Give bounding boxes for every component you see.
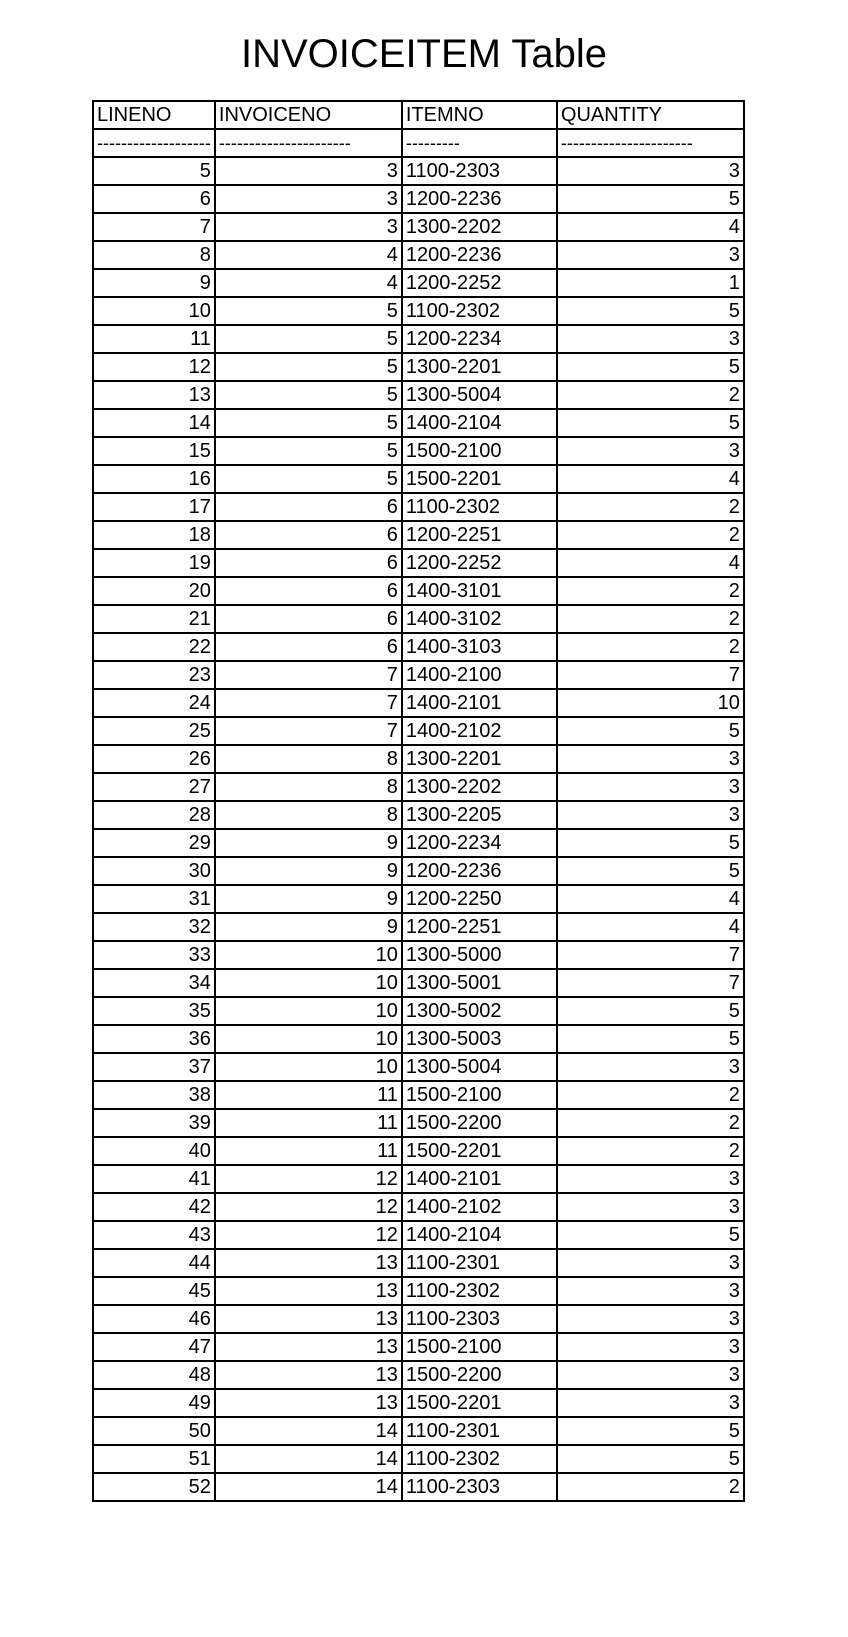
lineno-cell: 44 <box>93 1249 215 1277</box>
lineno-cell: 25 <box>93 717 215 745</box>
lineno-cell: 8 <box>93 241 215 269</box>
invoiceno-cell: 8 <box>215 745 402 773</box>
lineno-cell: 41 <box>93 1165 215 1193</box>
lineno-cell: 47 <box>93 1333 215 1361</box>
quantity-cell: 5 <box>557 297 744 325</box>
itemno-cell: 1500-2200 <box>402 1361 557 1389</box>
table-row <box>93 829 744 857</box>
itemno-cell: 1200-2251 <box>402 521 557 549</box>
lineno-cell: 36 <box>93 1025 215 1053</box>
lineno-cell: 40 <box>93 1137 215 1165</box>
invoiceno-cell: 13 <box>215 1333 402 1361</box>
column-header-invoiceno: INVOICENO <box>215 101 402 129</box>
invoiceno-cell: 8 <box>215 773 402 801</box>
invoiceno-cell: 5 <box>215 409 402 437</box>
itemno-cell: 1400-2101 <box>402 689 557 717</box>
invoiceno-cell: 12 <box>215 1165 402 1193</box>
lineno-cell: 23 <box>93 661 215 689</box>
itemno-cell: 1300-2201 <box>402 745 557 773</box>
quantity-cell: 4 <box>557 913 744 941</box>
table-row <box>93 1333 744 1361</box>
table-row <box>93 689 744 717</box>
lineno-cell: 50 <box>93 1417 215 1445</box>
invoiceno-cell: 7 <box>215 661 402 689</box>
lineno-cell: 51 <box>93 1445 215 1473</box>
invoiceno-cell: 13 <box>215 1249 402 1277</box>
separator-row <box>93 129 744 157</box>
table-body <box>93 101 744 1501</box>
invoiceno-cell: 13 <box>215 1305 402 1333</box>
itemno-cell: 1200-2252 <box>402 549 557 577</box>
itemno-cell: 1300-5004 <box>402 381 557 409</box>
table-row <box>93 605 744 633</box>
invoiceno-cell: 9 <box>215 885 402 913</box>
invoiceno-cell: 7 <box>215 717 402 745</box>
itemno-cell: 1200-2236 <box>402 241 557 269</box>
lineno-cell: 31 <box>93 885 215 913</box>
itemno-cell: 1500-2201 <box>402 1389 557 1417</box>
lineno-cell: 32 <box>93 913 215 941</box>
invoiceno-cell: 6 <box>215 633 402 661</box>
table-row <box>93 1221 744 1249</box>
itemno-cell: 1100-2302 <box>402 1445 557 1473</box>
lineno-cell: 20 <box>93 577 215 605</box>
invoiceno-cell: 13 <box>215 1389 402 1417</box>
quantity-cell: 3 <box>557 1333 744 1361</box>
quantity-cell: 3 <box>557 1193 744 1221</box>
invoiceno-cell: 10 <box>215 997 402 1025</box>
itemno-cell: 1400-3102 <box>402 605 557 633</box>
invoiceno-cell: 5 <box>215 325 402 353</box>
table-row <box>93 1277 744 1305</box>
lineno-cell: 17 <box>93 493 215 521</box>
itemno-cell: 1100-2302 <box>402 493 557 521</box>
table-row <box>93 1053 744 1081</box>
lineno-cell: 52 <box>93 1473 215 1501</box>
lineno-cell: 21 <box>93 605 215 633</box>
quantity-cell: 3 <box>557 1165 744 1193</box>
quantity-cell: 5 <box>557 185 744 213</box>
itemno-cell: 1100-2303 <box>402 1473 557 1501</box>
invoiceno-cell: 12 <box>215 1193 402 1221</box>
itemno-cell: 1200-2234 <box>402 325 557 353</box>
invoiceno-cell: 3 <box>215 213 402 241</box>
lineno-cell: 37 <box>93 1053 215 1081</box>
itemno-cell: 1400-3103 <box>402 633 557 661</box>
invoiceno-cell: 13 <box>215 1361 402 1389</box>
quantity-cell: 3 <box>557 241 744 269</box>
quantity-cell: 2 <box>557 1137 744 1165</box>
quantity-cell: 7 <box>557 969 744 997</box>
separator-lineno: ------------------- <box>93 129 215 157</box>
itemno-cell: 1200-2250 <box>402 885 557 913</box>
invoiceno-cell: 6 <box>215 493 402 521</box>
itemno-cell: 1100-2302 <box>402 297 557 325</box>
quantity-cell: 3 <box>557 1249 744 1277</box>
lineno-cell: 49 <box>93 1389 215 1417</box>
lineno-cell: 48 <box>93 1361 215 1389</box>
quantity-cell: 2 <box>557 1473 744 1501</box>
itemno-cell: 1100-2301 <box>402 1417 557 1445</box>
quantity-cell: 1 <box>557 269 744 297</box>
quantity-cell: 3 <box>557 1053 744 1081</box>
table-row <box>93 969 744 997</box>
quantity-cell: 5 <box>557 1221 744 1249</box>
quantity-cell: 2 <box>557 577 744 605</box>
quantity-cell: 4 <box>557 213 744 241</box>
table-row <box>93 1305 744 1333</box>
lineno-cell: 26 <box>93 745 215 773</box>
table-row <box>93 1081 744 1109</box>
table-row <box>93 997 744 1025</box>
lineno-cell: 22 <box>93 633 215 661</box>
lineno-cell: 28 <box>93 801 215 829</box>
table-row <box>93 409 744 437</box>
invoiceno-cell: 6 <box>215 577 402 605</box>
itemno-cell: 1400-2104 <box>402 1221 557 1249</box>
column-header-lineno: LINENO <box>93 101 215 129</box>
invoiceno-cell: 9 <box>215 857 402 885</box>
quantity-cell: 5 <box>557 353 744 381</box>
invoiceno-cell: 8 <box>215 801 402 829</box>
table-row <box>93 885 744 913</box>
table-row <box>93 717 744 745</box>
itemno-cell: 1300-5004 <box>402 1053 557 1081</box>
table-row <box>93 941 744 969</box>
itemno-cell: 1400-2101 <box>402 1165 557 1193</box>
table-row <box>93 773 744 801</box>
quantity-cell: 2 <box>557 605 744 633</box>
itemno-cell: 1100-2303 <box>402 1305 557 1333</box>
quantity-cell: 3 <box>557 157 744 185</box>
quantity-cell: 3 <box>557 745 744 773</box>
lineno-cell: 38 <box>93 1081 215 1109</box>
table-row <box>93 1389 744 1417</box>
quantity-cell: 3 <box>557 1389 744 1417</box>
column-header-itemno: ITEMNO <box>402 101 557 129</box>
lineno-cell: 16 <box>93 465 215 493</box>
table-row <box>93 1109 744 1137</box>
itemno-cell: 1300-2201 <box>402 353 557 381</box>
itemno-cell: 1200-2234 <box>402 829 557 857</box>
invoiceno-cell: 6 <box>215 521 402 549</box>
itemno-cell: 1200-2236 <box>402 185 557 213</box>
itemno-cell: 1200-2251 <box>402 913 557 941</box>
itemno-cell: 1500-2201 <box>402 1137 557 1165</box>
quantity-cell: 10 <box>557 689 744 717</box>
invoiceno-cell: 10 <box>215 941 402 969</box>
quantity-cell: 3 <box>557 437 744 465</box>
quantity-cell: 3 <box>557 773 744 801</box>
itemno-cell: 1300-5003 <box>402 1025 557 1053</box>
table-row <box>93 437 744 465</box>
table-row <box>93 325 744 353</box>
quantity-cell: 5 <box>557 997 744 1025</box>
table-row <box>93 1417 744 1445</box>
table-row <box>93 521 744 549</box>
lineno-cell: 45 <box>93 1277 215 1305</box>
quantity-cell: 2 <box>557 493 744 521</box>
quantity-cell: 3 <box>557 1361 744 1389</box>
invoiceno-cell: 5 <box>215 437 402 465</box>
quantity-cell: 3 <box>557 801 744 829</box>
itemno-cell: 1200-2252 <box>402 269 557 297</box>
table-row <box>93 493 744 521</box>
lineno-cell: 42 <box>93 1193 215 1221</box>
page-title: INVOICEITEM Table <box>240 32 608 76</box>
invoiceno-cell: 3 <box>215 157 402 185</box>
table-row <box>93 1473 744 1501</box>
itemno-cell: 1400-2104 <box>402 409 557 437</box>
quantity-cell: 2 <box>557 381 744 409</box>
itemno-cell: 1300-5000 <box>402 941 557 969</box>
lineno-cell: 5 <box>93 157 215 185</box>
itemno-cell: 1100-2301 <box>402 1249 557 1277</box>
table-row <box>93 549 744 577</box>
invoiceno-cell: 4 <box>215 269 402 297</box>
itemno-cell: 1100-2303 <box>402 157 557 185</box>
invoiceno-cell: 9 <box>215 829 402 857</box>
itemno-cell: 1300-5002 <box>402 997 557 1025</box>
table-row <box>93 353 744 381</box>
itemno-cell: 1500-2100 <box>402 1333 557 1361</box>
invoiceno-cell: 9 <box>215 913 402 941</box>
table-row <box>93 1445 744 1473</box>
column-header-quantity: QUANTITY <box>557 101 744 129</box>
table-row <box>93 157 744 185</box>
lineno-cell: 27 <box>93 773 215 801</box>
lineno-cell: 46 <box>93 1305 215 1333</box>
invoiceno-cell: 13 <box>215 1277 402 1305</box>
invoiceno-cell: 11 <box>215 1137 402 1165</box>
table-row <box>93 745 744 773</box>
invoiceitem-table <box>92 100 745 1502</box>
table-row <box>93 1193 744 1221</box>
quantity-cell: 5 <box>557 717 744 745</box>
invoiceno-cell: 6 <box>215 605 402 633</box>
table-row <box>93 661 744 689</box>
lineno-cell: 18 <box>93 521 215 549</box>
separator-quantity: ---------------------- <box>557 129 744 157</box>
quantity-cell: 4 <box>557 885 744 913</box>
lineno-cell: 10 <box>93 297 215 325</box>
quantity-cell: 5 <box>557 409 744 437</box>
invoiceno-cell: 5 <box>215 465 402 493</box>
invoiceno-cell: 14 <box>215 1445 402 1473</box>
invoiceno-cell: 6 <box>215 549 402 577</box>
itemno-cell: 1400-2100 <box>402 661 557 689</box>
quantity-cell: 2 <box>557 1109 744 1137</box>
table-row <box>93 465 744 493</box>
quantity-cell: 5 <box>557 857 744 885</box>
table-row <box>93 185 744 213</box>
quantity-cell: 4 <box>557 465 744 493</box>
invoiceno-cell: 5 <box>215 381 402 409</box>
quantity-cell: 7 <box>557 661 744 689</box>
header-row <box>93 101 744 129</box>
table-row <box>93 1025 744 1053</box>
table-row <box>93 1249 744 1277</box>
table-row <box>93 1137 744 1165</box>
quantity-cell: 5 <box>557 1417 744 1445</box>
table-row <box>93 577 744 605</box>
table-row <box>93 633 744 661</box>
itemno-cell: 1300-2205 <box>402 801 557 829</box>
lineno-cell: 34 <box>93 969 215 997</box>
table-row <box>93 857 744 885</box>
lineno-cell: 43 <box>93 1221 215 1249</box>
invoiceno-cell: 14 <box>215 1473 402 1501</box>
lineno-cell: 24 <box>93 689 215 717</box>
lineno-cell: 9 <box>93 269 215 297</box>
invoiceno-cell: 11 <box>215 1109 402 1137</box>
itemno-cell: 1300-2202 <box>402 773 557 801</box>
invoiceno-cell: 7 <box>215 689 402 717</box>
lineno-cell: 35 <box>93 997 215 1025</box>
lineno-cell: 12 <box>93 353 215 381</box>
quantity-cell: 3 <box>557 1277 744 1305</box>
quantity-cell: 2 <box>557 633 744 661</box>
table-row <box>93 297 744 325</box>
itemno-cell: 1400-2102 <box>402 717 557 745</box>
itemno-cell: 1200-2236 <box>402 857 557 885</box>
invoiceno-cell: 3 <box>215 185 402 213</box>
lineno-cell: 11 <box>93 325 215 353</box>
table-row <box>93 241 744 269</box>
quantity-cell: 5 <box>557 1025 744 1053</box>
table-row <box>93 1361 744 1389</box>
itemno-cell: 1500-2100 <box>402 1081 557 1109</box>
invoiceno-cell: 5 <box>215 297 402 325</box>
table-row <box>93 269 744 297</box>
quantity-cell: 7 <box>557 941 744 969</box>
lineno-cell: 19 <box>93 549 215 577</box>
table-row <box>93 913 744 941</box>
separator-itemno: --------- <box>402 129 557 157</box>
itemno-cell: 1500-2100 <box>402 437 557 465</box>
itemno-cell: 1400-2102 <box>402 1193 557 1221</box>
lineno-cell: 14 <box>93 409 215 437</box>
quantity-cell: 2 <box>557 1081 744 1109</box>
lineno-cell: 7 <box>93 213 215 241</box>
quantity-cell: 3 <box>557 1305 744 1333</box>
quantity-cell: 5 <box>557 1445 744 1473</box>
invoiceno-cell: 4 <box>215 241 402 269</box>
itemno-cell: 1500-2200 <box>402 1109 557 1137</box>
invoiceno-cell: 14 <box>215 1417 402 1445</box>
separator-invoiceno: ---------------------- <box>215 129 402 157</box>
itemno-cell: 1100-2302 <box>402 1277 557 1305</box>
itemno-cell: 1300-2202 <box>402 213 557 241</box>
lineno-cell: 15 <box>93 437 215 465</box>
invoiceno-cell: 10 <box>215 1025 402 1053</box>
itemno-cell: 1400-3101 <box>402 577 557 605</box>
quantity-cell: 3 <box>557 325 744 353</box>
invoiceno-cell: 12 <box>215 1221 402 1249</box>
table-row <box>93 213 744 241</box>
lineno-cell: 39 <box>93 1109 215 1137</box>
itemno-cell: 1500-2201 <box>402 465 557 493</box>
invoiceno-cell: 10 <box>215 1053 402 1081</box>
invoiceno-cell: 10 <box>215 969 402 997</box>
quantity-cell: 4 <box>557 549 744 577</box>
lineno-cell: 13 <box>93 381 215 409</box>
lineno-cell: 30 <box>93 857 215 885</box>
invoiceno-cell: 5 <box>215 353 402 381</box>
invoiceno-cell: 11 <box>215 1081 402 1109</box>
quantity-cell: 2 <box>557 521 744 549</box>
lineno-cell: 33 <box>93 941 215 969</box>
quantity-cell: 5 <box>557 829 744 857</box>
itemno-cell: 1300-5001 <box>402 969 557 997</box>
lineno-cell: 29 <box>93 829 215 857</box>
table-row <box>93 801 744 829</box>
table-row <box>93 381 744 409</box>
lineno-cell: 6 <box>93 185 215 213</box>
table-row <box>93 1165 744 1193</box>
